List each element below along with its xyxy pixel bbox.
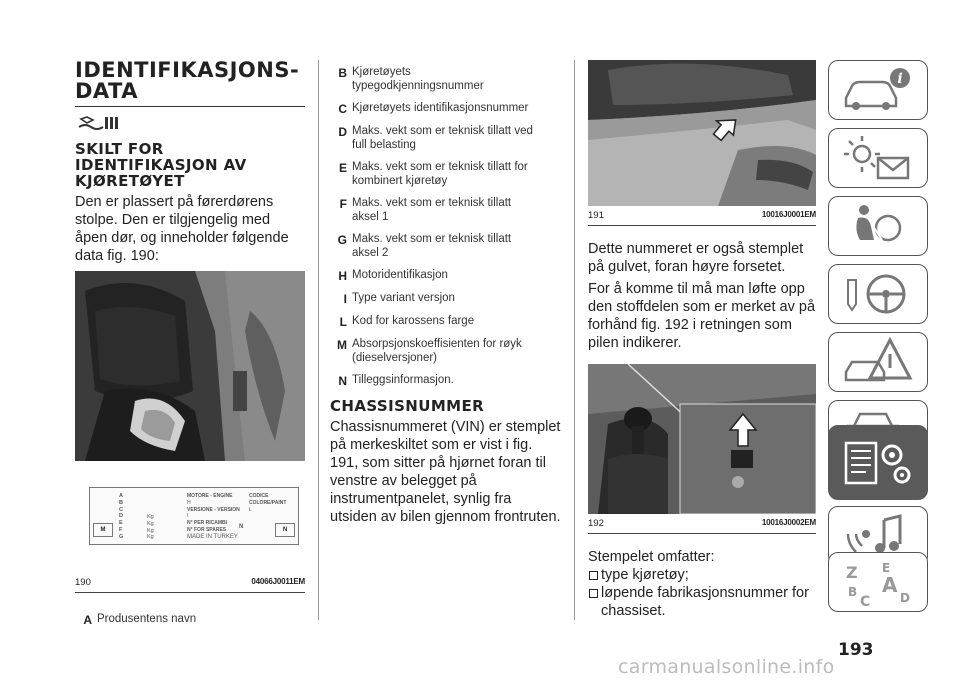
plate-row-label: E — [119, 520, 123, 527]
legend-letter: N — [338, 374, 347, 388]
plate-unit: Kg — [147, 534, 154, 541]
plate-paint-label: CODICE COLORE/PAINT — [249, 493, 287, 506]
title-rule — [75, 106, 305, 107]
column-divider — [318, 60, 319, 620]
plate-row-label: C — [119, 506, 123, 513]
column-2 — [330, 66, 562, 526]
svg-text:C: C — [860, 594, 871, 608]
legend-text: Kod for karossens farge — [352, 315, 475, 327]
plate-badge-n-box: N — [275, 523, 295, 537]
figure-191-photo — [588, 60, 816, 206]
chassis-body: Chassisnummeret (VIN) er stemplet på merkeskiltet som er vist i fig. 191, som sitter på hjørnet foran til venstre av belegget på instrumentpanelet, synlig fra utsiden av bilen gjennom frontruten. — [330, 419, 561, 525]
legend-item — [330, 374, 562, 388]
legend-text: Maks. vekt som er teknisk tillatt ved full belasting — [352, 125, 533, 151]
legend-item — [330, 102, 562, 116]
legend-item — [330, 338, 562, 365]
column-3 — [588, 60, 816, 620]
plate-label: MADE IN TURKEY — [187, 533, 238, 540]
legend-item — [330, 125, 562, 152]
legend-letter: E — [338, 161, 347, 175]
figure-code: 10016J0002EM — [761, 518, 816, 527]
legend-text: Absorpsjonskoeffisienten for røyk (dieselversjoner) — [352, 338, 522, 364]
legend-text: Tilleggsinformasjon. — [352, 374, 454, 386]
plate-row-label: D — [119, 513, 123, 520]
tab-car-info[interactable] — [828, 60, 928, 120]
tab-driving[interactable] — [828, 264, 928, 324]
figure-number: 192 — [588, 518, 604, 529]
plate-unit: Kg — [147, 520, 154, 527]
column-divider — [574, 60, 575, 620]
legend-item — [330, 269, 562, 283]
plate-paint-letter: L — [249, 506, 252, 513]
figure-192-photo — [588, 364, 816, 514]
legend-letter: C — [338, 102, 347, 116]
legend-list — [330, 66, 562, 388]
plate-row-label: A — [119, 493, 123, 499]
legend-text: Maks. vekt som er teknisk tillatt aksel 1 — [352, 197, 512, 223]
page-number: 193 — [838, 640, 874, 660]
legend-item — [330, 233, 562, 260]
legend-item — [330, 66, 562, 93]
legend-letter: G — [337, 233, 347, 247]
svg-text:B: B — [848, 585, 858, 599]
figure-190-photo — [75, 271, 305, 461]
legend-item — [330, 197, 562, 224]
tab-safety[interactable] — [828, 196, 928, 256]
section-title-plate: SKILT FOR IDENTIFIKASJON AV KJØRETØYET — [75, 140, 247, 190]
svg-text:Z: Z — [846, 563, 858, 582]
legend-text: Motoridentifikasjon — [352, 269, 448, 281]
technical-data-icon — [838, 437, 918, 489]
car-info-icon — [838, 64, 918, 116]
checkbox-bullet-icon — [588, 566, 601, 584]
legend-item — [330, 315, 562, 329]
legend-item — [330, 292, 562, 306]
plate-badge-n: N — [239, 524, 244, 530]
legend-item — [330, 161, 562, 188]
safety-airbag-icon — [838, 200, 918, 252]
legend-letter: B — [338, 66, 347, 80]
legend-letter: I — [343, 292, 347, 306]
stamp-bullet — [588, 584, 816, 620]
plate-label: I — [187, 513, 189, 520]
plate-label: N° PER RICAMBI — [187, 520, 228, 527]
legend-item-a — [75, 613, 305, 627]
legend-letter: H — [338, 269, 347, 283]
figure-192-caption — [588, 518, 816, 534]
legend-text: Maks. vekt som er teknisk tillatt for kombinert kjøretøy — [352, 161, 528, 187]
legend-text: Type variant versjon — [352, 292, 455, 304]
plate-row-label: B — [119, 499, 123, 506]
plate-label: N° FOR SPARES — [187, 526, 227, 533]
figure-code: 04066J0011EM — [251, 577, 305, 586]
bullet-text: løpende fabrikasjonsnummer for chassiset. — [601, 585, 809, 619]
legend-text: Kjøretøyets identifikasjonsnummer — [352, 102, 529, 114]
plate-row-label: F — [119, 526, 123, 533]
tab-warning-lights[interactable] — [828, 128, 928, 188]
legend-text: Kjøretøyets typegodkjenningsnummer — [352, 66, 484, 92]
legend-letter: L — [339, 315, 347, 329]
plate-intro: Den er plassert på førerdørens stolpe. Den er tilgjengelig med åpen dør, og inneholder følgende data fig. 190: — [75, 194, 289, 264]
plate-label: MOTORE - ENGINE — [187, 493, 233, 499]
emergency-triangle-icon — [838, 336, 918, 388]
plate-badge-m: M — [93, 523, 113, 537]
steering-wheel-icon — [838, 268, 918, 320]
column-1 — [75, 60, 305, 636]
plate-label: VERSIONE - VERSION — [187, 506, 240, 513]
stamp-intro: Stempelet omfatter: — [588, 549, 715, 565]
svg-text:A: A — [882, 573, 898, 597]
watermark: carmanualsonline.info — [618, 656, 835, 678]
plate-unit: Kg — [147, 527, 154, 534]
identification-plate-diagram — [75, 479, 305, 549]
alphabetical-index-icon — [838, 556, 918, 608]
legend-text: Maks. vekt som er teknisk tillatt aksel 2 — [352, 233, 512, 259]
checkbox-bullet-icon — [588, 584, 601, 620]
legend-letter: D — [338, 125, 347, 139]
bullet-text: type kjøretøy; — [601, 567, 689, 583]
svg-text:D: D — [900, 591, 910, 605]
section-title-chassis: CHASSISNUMMER — [330, 397, 485, 415]
figure-code: 10016J0001EM — [761, 210, 816, 219]
page-title: IDENTIFIKASJONS-DATA — [75, 58, 300, 103]
vin-access-paragraph: For å komme til må man løfte opp den stoffdelen som er merket av på forhånd fig. 192 i retningen som pilen indikerer. — [588, 281, 816, 351]
plate-unit: Kg — [147, 514, 154, 520]
figure-number: 190 — [75, 577, 91, 588]
tech-data-icon — [75, 113, 305, 133]
legend-letter: A — [83, 613, 92, 627]
figure-number: 191 — [588, 210, 604, 221]
plate-label: H — [187, 499, 191, 506]
svg-text:E: E — [882, 561, 891, 575]
tab-emergency[interactable] — [828, 332, 928, 392]
figure-191-caption — [588, 210, 816, 226]
legend-letter: M — [337, 338, 347, 352]
plate-row-label: G — [119, 533, 124, 540]
warning-lights-icon — [838, 132, 918, 184]
legend-letter: F — [339, 197, 347, 211]
vin-floor-paragraph: Dette nummeret er også stemplet på gulvet, foran høyre forsetet. — [588, 241, 804, 275]
stamp-bullet — [588, 566, 816, 584]
svg-text:i: i — [897, 71, 903, 87]
legend-text: Produsentens navn — [97, 613, 197, 625]
figure-190-caption — [75, 577, 305, 593]
tab-index[interactable] — [828, 552, 928, 612]
tab-technical-data[interactable] — [828, 425, 928, 500]
